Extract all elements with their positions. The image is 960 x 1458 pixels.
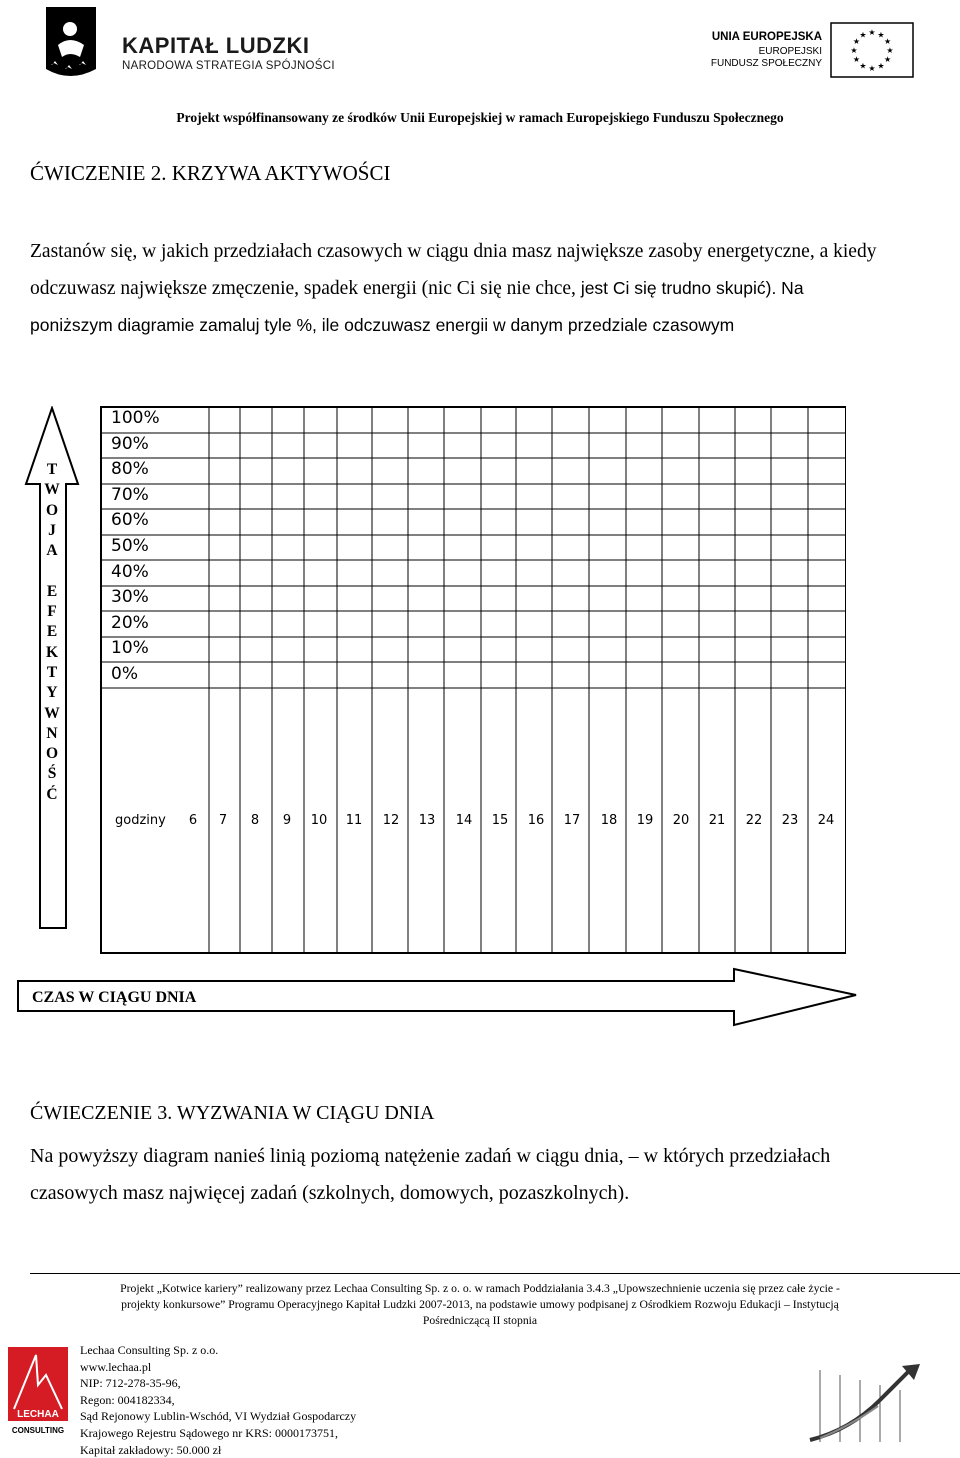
eu-flag-icon	[830, 22, 914, 78]
hour-label: 23	[781, 813, 799, 828]
vertical-letter: O	[45, 501, 59, 519]
hour-label: 10	[310, 813, 328, 828]
footer-note	[30, 1281, 930, 1329]
instructions-part2: jest Ci się trudno skupić	[580, 278, 766, 298]
eu-star-icon: ★	[850, 46, 858, 55]
exercise2-instructions	[30, 233, 890, 344]
hour-label: 13	[418, 813, 436, 828]
percent-label: 30%	[111, 587, 149, 608]
vertical-letter: Y	[46, 684, 58, 702]
time-arrow-label: CZAS W CIĄGU DNIA	[32, 989, 197, 1006]
percent-label: 50%	[111, 536, 149, 556]
exercise3-instructions: Na powyższy diagram nanieś linią poziomą natężenie zadań w ciągu dnia, – w których przedziałach czasowych masz najwięcej zadań (szkolnych, domowych, pozaszkolnych).	[30, 1145, 831, 1204]
footer-note-line3: Pośredniczącą II stopnia	[422, 1314, 538, 1327]
exercise2-title: ĆWICZENIE 2. KRZYWA AKTYWOŚCI	[30, 161, 391, 185]
company-info-line: Kapitał zakładowy: 50.000 zł	[80, 1442, 222, 1457]
vertical-letter: E	[46, 623, 58, 641]
eu-star-icon: ★	[877, 61, 885, 71]
eu-star-icon: ★	[884, 55, 892, 64]
hour-label: 24	[817, 813, 835, 828]
hour-label: 12	[382, 813, 400, 828]
footer-note-line1: Projekt „Kotwice kariery” realizowany przez Lechaa Consulting Sp. z o. o. w ramach Poddziałania 3.4.3 „Upowszechnienie uczenia się przez całe życie -	[120, 1282, 840, 1295]
vertical-letter: T	[46, 461, 58, 478]
company-info-line: www.lechaa.pl	[80, 1359, 152, 1374]
vertical-letter: E	[46, 582, 58, 600]
hour-label: 11	[345, 813, 363, 828]
kapital-ludzki-title: KAPITAŁ LUDZKI	[122, 33, 310, 58]
vertical-letter: T	[46, 663, 58, 681]
eu-logo-line3: FUNDUSZ SPOŁECZNY	[710, 58, 822, 69]
company-info-line: Regon: 004182334,	[80, 1392, 175, 1407]
footer-note-line2: projekty konkursowe” Programu Operacyjnego Kapitał Ludzki 2007-2013, na podstawie umowy podpisanej z Ośrodkiem Rozwoju Edukacji – Instytucją	[121, 1298, 839, 1311]
hour-label: 8	[250, 813, 260, 828]
vertical-letter: N	[46, 724, 58, 742]
kapital-ludzki-subtitle: NARODOWA STRATEGIA SPÓJNOŚCI	[122, 60, 335, 72]
lechaa-logo	[6, 1345, 70, 1440]
vertical-letter: F	[47, 603, 57, 621]
instructions-part3: ). Na poniższym diagramie zamaluj tyle %, ile odczuwasz energii w danym przedziale czasowym	[30, 278, 804, 335]
company-info-line: Sąd Rejonowy Lublin-Wschód, VI Wydział Gospodarczy	[80, 1409, 357, 1424]
percent-label: 40%	[111, 561, 149, 582]
percent-label: 80%	[111, 459, 149, 480]
footer-divider	[30, 1273, 960, 1274]
eu-logo-line1: UNIA EUROPEJSKA	[711, 31, 822, 43]
eu-star-icon: ★	[868, 28, 876, 37]
energy-grid[interactable]	[100, 406, 846, 954]
hour-label: 15	[491, 813, 509, 828]
vertical-letter	[38, 561, 66, 581]
hour-label: 22	[745, 813, 763, 828]
vertical-letter: W	[44, 704, 60, 722]
eu-logo-line2: EUROPEJSKI	[758, 46, 822, 57]
percent-label: 90%	[111, 433, 149, 454]
eu-star-icon: ★	[852, 55, 860, 64]
company-info-line: NIP: 712-278-35-96,	[80, 1376, 181, 1391]
hour-label: 21	[708, 813, 726, 828]
hours-label: godziny	[115, 813, 166, 828]
hour-label: 18	[600, 813, 618, 828]
lechaa-logo-subtext: CONSULTING	[11, 1426, 65, 1435]
cofinancing-note: Projekt współfinansowany ze środków Unii Europejskiej w ramach Europejskiego Funduszu Społecznego	[176, 110, 784, 125]
hour-label: 14	[455, 813, 473, 828]
vertical-letter: O	[45, 745, 59, 763]
hour-label: 19	[636, 813, 654, 828]
vertical-letter: W	[44, 481, 60, 499]
percent-label: 10%	[111, 638, 149, 659]
kapital-ludzki-logo	[40, 5, 100, 85]
company-info-line: Krajowego Rejestru Sądowego nr KRS: 0000173751,	[80, 1425, 338, 1440]
company-info	[80, 1342, 356, 1458]
lechaa-logo-text: LECHAA	[17, 1409, 59, 1420]
vertical-letter: Ć	[46, 785, 58, 803]
eu-star-icon: ★	[877, 30, 885, 40]
instructions-part1: Zastanów się, w jakich przedziałach czasowych w ciągu dnia masz największe zasoby energetyczne, a kiedy odczuwasz największe zmęczenie, spadek energii (nic Ci się nie chce,	[30, 241, 877, 299]
hour-label: 7	[218, 813, 228, 828]
eu-star-icon: ★	[859, 30, 867, 40]
hour-label: 20	[672, 813, 690, 828]
vertical-letter: K	[45, 643, 59, 661]
vertical-letter: A	[46, 542, 58, 560]
eu-star-icon: ★	[852, 37, 860, 46]
eu-star-icon: ★	[868, 64, 876, 73]
hour-label: 16	[527, 813, 545, 828]
company-info-line: Lechaa Consulting Sp. z o.o.	[80, 1343, 219, 1357]
growth-arrow-illustration	[790, 1360, 940, 1445]
hour-label: 9	[282, 813, 292, 828]
percent-label: 70%	[111, 484, 149, 505]
percent-label: 60%	[111, 510, 149, 531]
eu-star-icon: ★	[884, 37, 892, 46]
vertical-letter: Ś	[47, 765, 57, 783]
hour-label: 17	[563, 813, 581, 828]
percent-label: 100%	[111, 408, 160, 428]
percent-label: 0%	[111, 664, 138, 684]
vertical-letter: J	[48, 521, 56, 539]
eu-star-icon: ★	[886, 46, 894, 55]
eu-star-icon: ★	[859, 61, 867, 71]
percent-label: 20%	[111, 612, 149, 633]
hour-label: 6	[188, 813, 198, 828]
exercise3-title: ĆWIECZENIE 3. WYZWANIA W CIĄGU DNIA	[30, 1102, 435, 1124]
efficiency-vertical-label	[38, 460, 66, 805]
